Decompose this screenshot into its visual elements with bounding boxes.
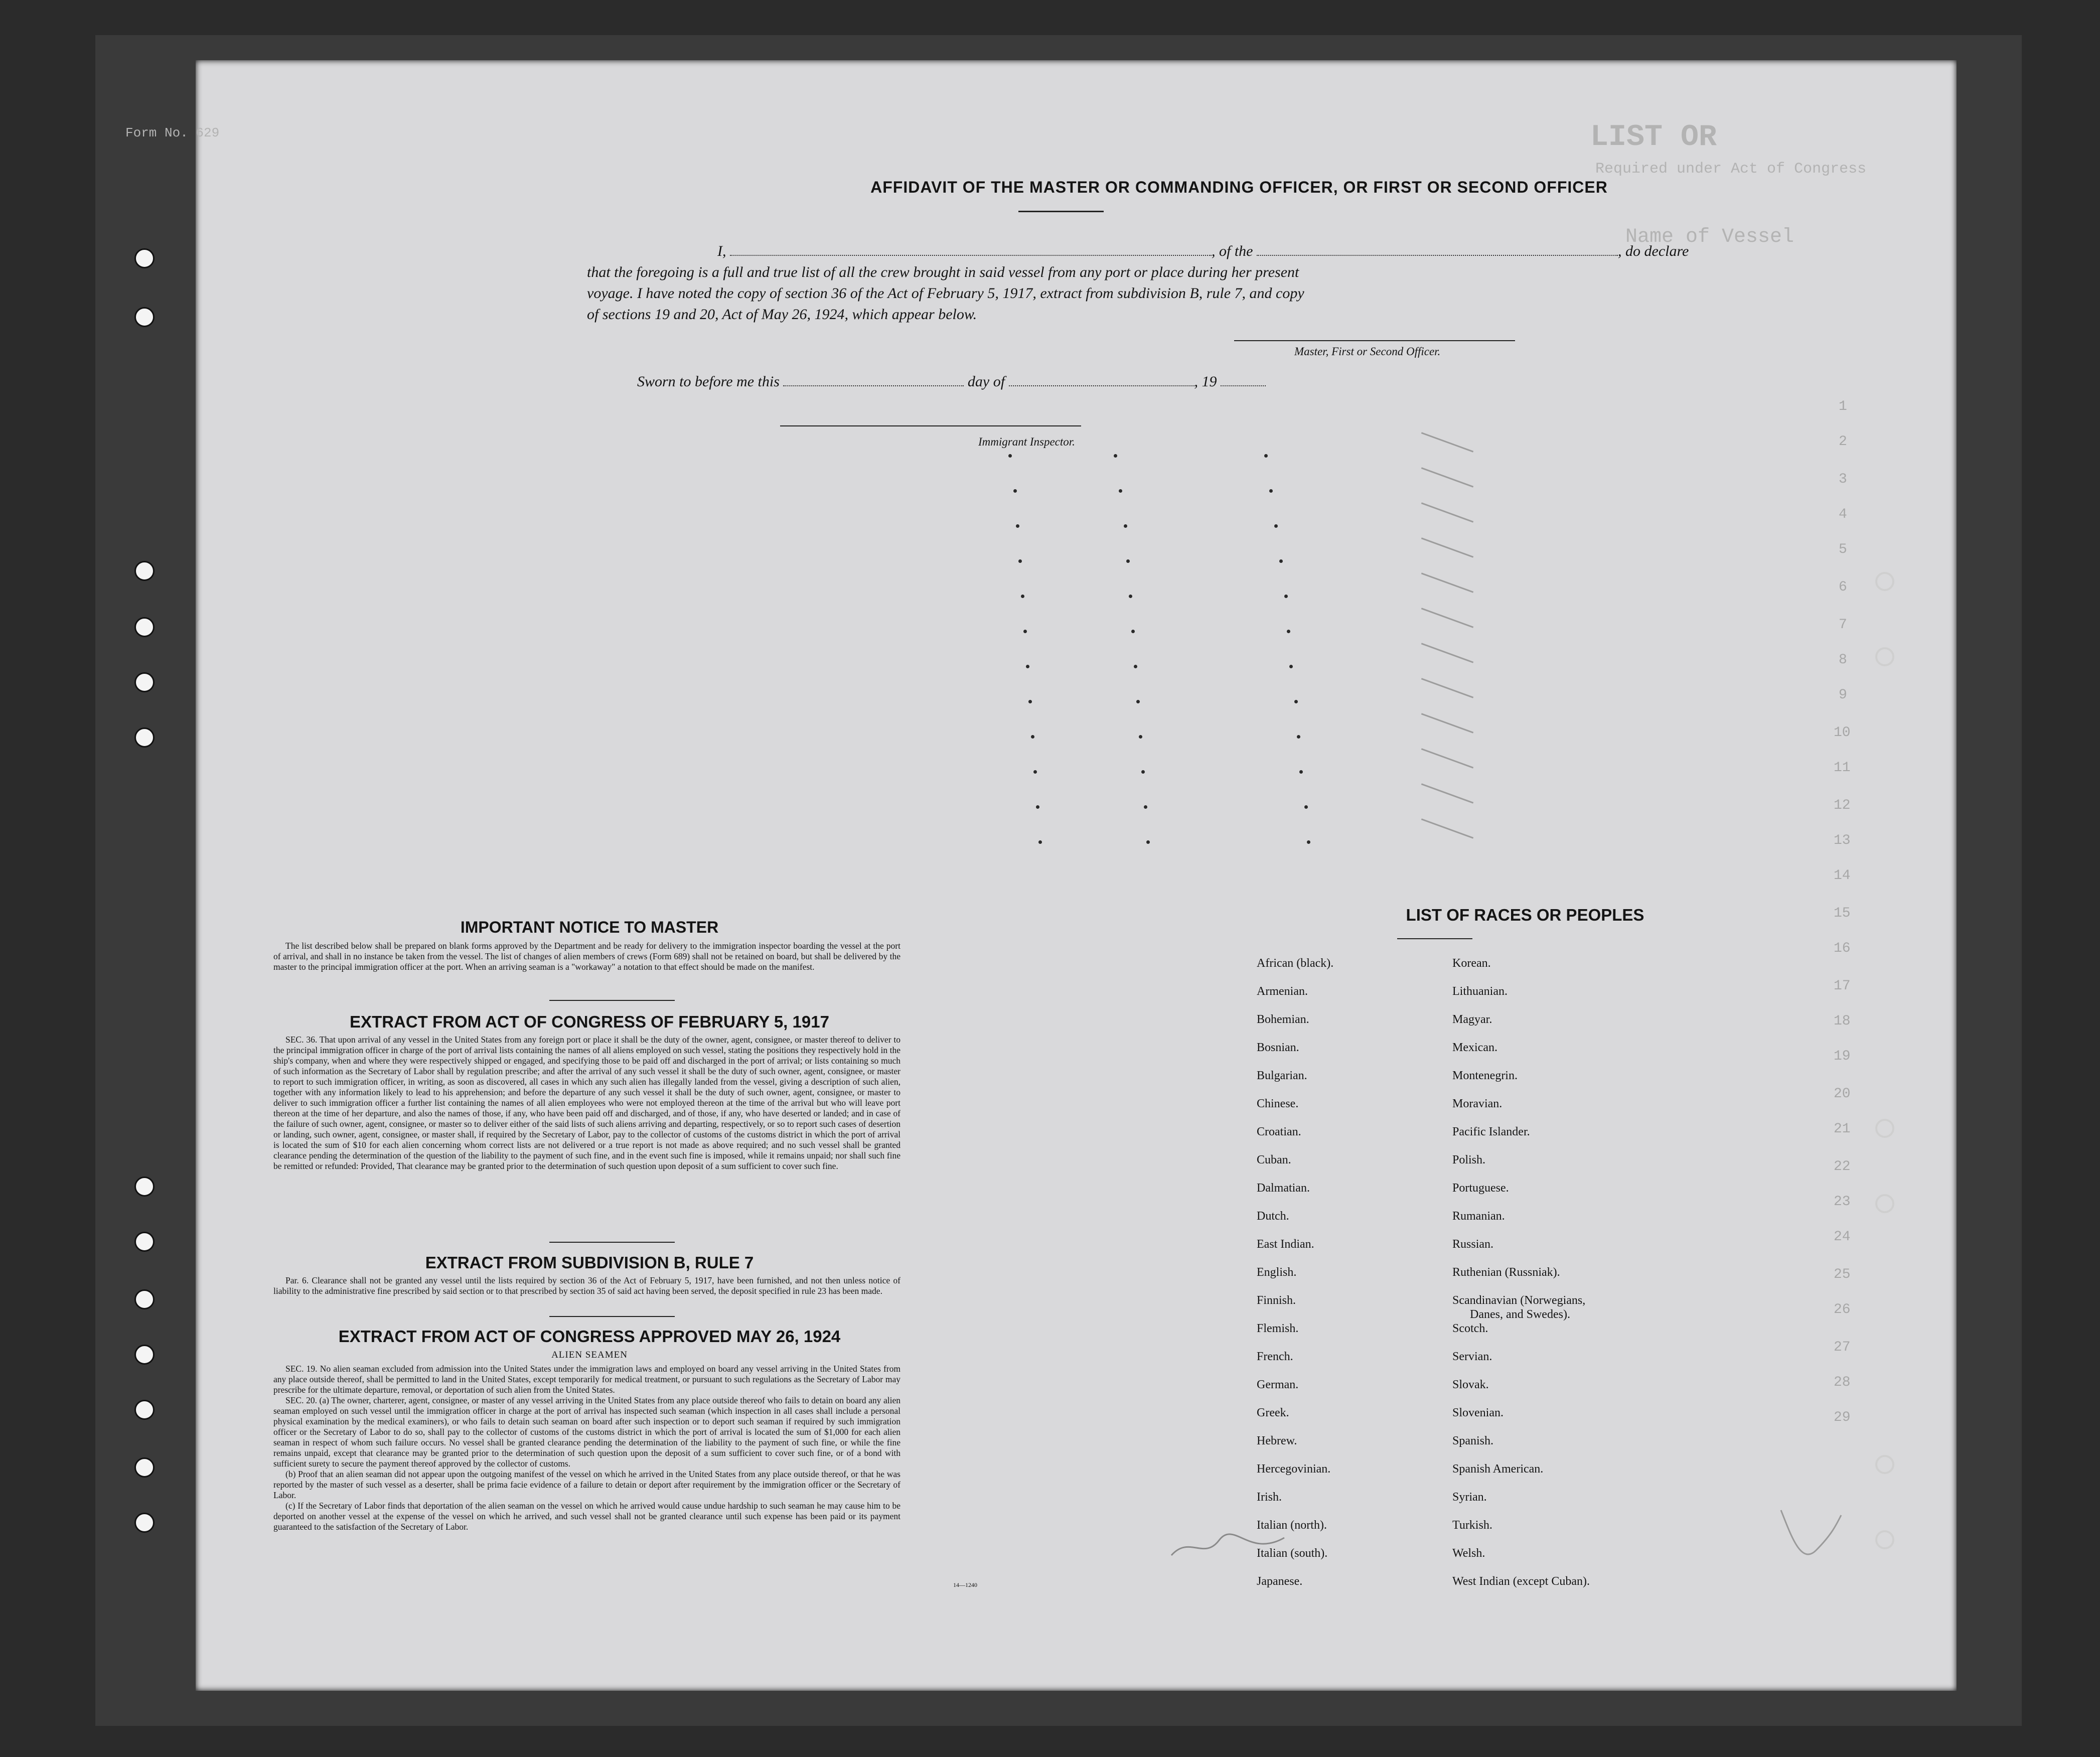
race-item: Dutch. <box>1257 1210 1289 1223</box>
race-item: Polish. <box>1452 1153 1486 1166</box>
race-item: Cuban. <box>1257 1153 1291 1166</box>
section-divider <box>549 1316 675 1317</box>
binder-hole <box>134 727 155 748</box>
declaration-text: of sections 19 and 20, Act of May 26, 1924, which appear below. <box>587 306 977 323</box>
binder-hole <box>134 1457 155 1478</box>
race-item: African (black). <box>1257 957 1334 970</box>
master-signature-line[interactable] <box>1234 340 1515 341</box>
race-item: Italian (north). <box>1257 1519 1327 1532</box>
race-item: Bosnian. <box>1257 1041 1299 1054</box>
binder-hole <box>134 1177 155 1197</box>
declaration-line: I, , of the , do declare <box>717 243 1689 259</box>
race-item: Croatian. <box>1257 1125 1301 1138</box>
extract-1917-body: SEC. 36. That upon arrival of any vessel in the United States from any foreign port or place it shall be the duty of the owner, agent, consignee, or master thereof to deliver to the principal immigration officer in charge of the port of arrival lists containing the names of all aliens employed on such vessel, stating the positions they respectively hold in the ship's company, when and where they were respectively shipped or engaged, and specifying those to be paid off and discharged in the port of arrival; or lists containing so much of such information as the Secretary of Labor shall by regulation prescribe; and after the arrival of any such vessel it shall be the duty of such owner, agent, consignee, or master to report to such immigration officer, in writing, as soon as discovered, all cases in which any such alien has illegally landed from the vessel, giving a description of such alien, together with any information likely to lead to his apprehension; and before the departure of any such vessel it shall be the duty of such owner, agent, consignee, or master to deliver to such immigration officer a further list containing the names of all alien employees who were not employed thereon at the time of the arrival but who will leave port thereon at the time of her departure, and also the names of those, if any, who have been paid off and discharged, and of those, if any, who have deserted or landed; and in case of the failure of such owner, agent, consignee, or master so to deliver either of the said lists of such aliens arriving and departing, respectively, or so to report such cases of desertion or landing, such owner, agent, consignee, or master shall, if required by the Secretary of Labor, pay to the collector of customs of the customs district in which the port of arrival is located the sum of $10 for each alien concerning whom correct lists are not delivered or a true report is not made as above required; and no such vessel shall be granted clearance pending the determination of the question of the liability to the payment of such fine, and in the event such fine is imposed, while it remains unpaid; nor shall such fine be remitted or refunded: Provided, That clearance may be granted prior to the determination of such question upon deposit of a sum sufficient to cover such fine. <box>273 1035 901 1171</box>
races-divider <box>1397 938 1472 939</box>
race-item: English. <box>1257 1266 1297 1279</box>
binder-hole <box>134 1345 155 1365</box>
declaration-text: that the foregoing is a full and true list of all the crew brought in said vessel from any port or place during her present <box>587 264 1299 280</box>
race-item: Russian. <box>1452 1238 1494 1251</box>
race-item: Spanish American. <box>1452 1462 1544 1476</box>
form-sheet: LIST OR Required under Act of Congress Name of Vessel Form No. 629 1 2 3 4 5 6 7 8 9 10 11 12 13 14 15 16 17 18 19 20 21 22 23 24 25 26 27 28 29 AFFIDAVIT OF THE MASTER OR COMMANDING OFFICER, OR FIRST OR SECOND OFFICER I, , of the , do declare that the foregoing is a full and true list of all the crew brought in said vessel from any port or place during her present voyage. I have noted the copy of section 36 of the Act of February 5, 1917, extract from subdivision B, rule 7, and copy of sections 19 and 20, Act of May 26, 1924, which appear below. Master, First or Second Officer. Sworn to before me this day of , 19 Immigrant Inspector. IMPORTANT NOTICE TO MASTER The list described below shall be prepared on blank forms approved by the Department and be ready for delivery to the immigration inspector boarding the vessel at the port of arrival, and shall in no instance be taken from the vessel. The list of changes of alien members of crews (Form 689) shall not be retained on board, but shall be delivered by the master to the principal immigration officer at the port. When an arriving seaman is a "workaway" a notation to that effect should be made on the manifest. EXTRACT FROM ACT OF CONGRESS OF FEBRUARY 5, 1917 SEC. 36. That upon arrival of any vessel in the United States from any foreign port or place it shall be the duty of the owner, agent, consignee, or master thereof to deliver to the principal immigration officer in charge of the port of arrival lists containing the names of all aliens employed on such vessel, stating the positions they respectively hold in the ship's company, when and where they were respectively shipped or engaged, and specifying those to be paid off and discharged in the port of arrival; or lists containing so much of such information as the Secretary of Labor shall by regulation prescribe; and after the arrival of any such vessel it shall be the duty of such owner, agent, consignee, or master to report to such immigration officer, in writing, as soon as discovered, all cases in which any such alien has illegally landed from the vessel, giving a description of such alien, together with any information likely to lead to his apprehension; and before the departure of any such vessel it shall be the duty of such owner, agent, consignee, or master to deliver to such immigration officer a further list containing the names of all alien employees who were not employed thereon at the time of the arrival but who will leave port thereon at the time of her departure, and also the names of those, if any, who have been paid off and discharged, and of those, if any, who have deserted or landed; and in case of the failure of such owner, agent, consignee, or master so to deliver either of the said lists of such aliens arriving and departing, respectively, or so to report such cases of desertion or landing, such owner, agent, consignee, or master shall, if required by the Secretary of Labor, pay to the collector of customs of the customs district in which the port of arrival is located the sum of $10 for each alien concerning whom correct lists are not delivered or a true report is not made as above required; and no such vessel shall be granted clearance pending the determination of the question of the liability to the payment of such fine, and in the event such fine is imposed, while it remains unpaid; nor shall such fine be remitted or refunded: Provided, That clearance may be granted prior to the determination of such question upon deposit of a sum sufficient to cover such fine. EXTRACT FROM SUBDIVISION B, RULE 7 Par. 6. Clearance shall not be granted any vessel until the lists required by section 36 of the Act of February 5, 1917, have been furnished, and not then unless notice of liability to the administrative fine prescribed by said section or to that prescribed by section 35 of said act having been served, the deposit specified in rule 23 has been made. EXTRACT FROM ACT OF CONGRESS APPROVED MAY 26, 1924 ALIEN SEAMEN SEC. 19. No alien seaman excluded from admission into the United States under the immigration laws and employed on board any vessel arriving in the United States from any place outside thereof, shall be permitted to land in the United States, except temporarily for medical treatment, or pursuant to such regulations as the Secretary of Labor may prescribe for the ultimate departure, removal, or deportation of such alien from the United States. SEC. 20. (a) The owner, charterer, agent, consignee, or master of any vessel arriving in the United States from any place outside thereof who fails to detain on board any alien seaman employed on such vessel until the immigration officer in charge at the port of arrival has inspected such seaman (which inspection in all cases shall include a personal physical examination by the medical examiners), or who fails to detain such seaman on board after such inspection or to deport such seaman if required by such immigration officer or the Secretary of Labor to do so, shall pay to the collector of customs of the customs district in which the port of arrival is located the sum of $1,000 for each alien seaman in respect of whom such failure occurs. No vessel shall be granted clearance pending the determination of the liability to the payment of such fine, or while the fine remains unpaid, except that clearance may be granted prior to the determination of such question upon the deposit of a sum sufficient to cover such fine, or of a bond with sufficient surety to secure the payment thereof approved by the collector of customs. (b) Proof that an alien seaman did not appear upon the outgoing manifest of the vessel on which he arrived in the United States from any place outside thereof, or that he was reported by the master of such vessel as a deserter, shall be prima facie evidence of a failure to detain or deport after requirement by the immigration officer or the Secretary of Labor. (c) If the Secretary of Labor finds that deportation of the alien seaman on the vessel on which he arrived would cause undue hardship to such seaman he may cause him to be deported on another vessel at the expense of the vessel on which he arrived, and such vessel shall not be granted clearance until such expense has been paid or its payment guaranteed to the satisfaction of the Secretary of Labor. 14—1240 LIST OF RACES OR PEOPLES African (black). Armenian. Bohemian. Bosnian. Bulgarian. Chinese. Croatian. Cuban. Dalmatian. Dutch. East Indian. English. Finnish. Flemish. French. German. Greek. Hebrew. Hercegovinian. Irish. Italian (north). Italian (south). Japanese. Korean. Lithuanian. Magyar. Mexican. Montenegrin. Moravian. Pacific Islander. Polish. Portuguese. Rumanian. Russian. Ruthenian (Russniak). Scandinavian (Norwegians, Danes, and Swedes). Scotch. Servian. Slovak. Slovenian. Spanish. Spanish American. Syrian. Turkish. Welsh. West Indian (except Cuban). <box>196 60 1957 1691</box>
race-item: Bohemian. <box>1257 1013 1309 1026</box>
race-item: Danes, and Swedes). <box>1470 1308 1570 1321</box>
race-item: Hebrew. <box>1257 1434 1297 1447</box>
alien-seamen-subtitle: ALIEN SEAMEN <box>551 1350 628 1360</box>
race-item: Rumanian. <box>1452 1210 1505 1223</box>
binder-hole <box>134 1513 155 1533</box>
race-item: Finnish. <box>1257 1294 1296 1307</box>
binder-ring-mark <box>1875 1530 1894 1549</box>
race-item: East Indian. <box>1257 1238 1314 1251</box>
form-number: 14—1240 <box>953 1581 977 1588</box>
race-item: French. <box>1257 1350 1293 1363</box>
pencil-scribble <box>1776 1505 1846 1570</box>
binder-ring-mark <box>1875 1455 1894 1474</box>
extract-1924-body: SEC. 19. No alien seaman excluded from admission into the United States under the immigration laws and employed on board any vessel arriving in the United States from any place outside thereof, shall be permitted to land in the United States, except temporarily for medical treatment, or pursuant to such regulations as the Secretary of Labor may prescribe for the ultimate departure, removal, or deportation of such alien from the United States. SEC. 20. (a) The owner, charterer, agent, consignee, or master of any vessel arriving in the United States from any place outside thereof who fails to detain on board any alien seaman employed on such vessel until the immigration officer in charge at the port of arrival has inspected such seaman (which inspection in all cases shall include a personal physical examination by the medical examiners), or who fails to detain such seaman on board after such inspection or to deport such seaman if required by such immigration officer or the Secretary of Labor to do so, shall pay to the collector of customs of the customs district in which the port of arrival is located the sum of $1,000 for each alien seaman in respect of whom such failure occurs. No vessel shall be granted clearance pending the determination of the liability to the payment of such fine, or while the fine remains unpaid, except that clearance may be granted prior to the determination of such question upon the deposit of a sum sufficient to cover such fine, or of a bond with sufficient surety to secure the payment thereof approved by the collector of customs. (b) Proof that an alien seaman did not appear upon the outgoing manifest of the vessel on which he arrived in the United States from any place outside thereof, or that he was reported by the master of such vessel as a deserter, shall be prima facie evidence of a failure to detain or deport after requirement by the immigration officer or the Secretary of Labor. (c) If the Secretary of Labor finds that deportation of the alien seaman on the vessel on which he arrived would cause undue hardship to such seaman he may cause him to be deported on another vessel at the expense of the vessel on which he arrived, and such vessel shall not be granted clearance until such expense has been paid or its payment guaranteed to the satisfaction of the Secretary of Labor. <box>273 1364 901 1532</box>
binder-hole <box>134 248 155 268</box>
race-item: Bulgarian. <box>1257 1069 1307 1082</box>
affidavit-statement <box>587 241 1741 325</box>
master-signature-label: Master, First or Second Officer. <box>1294 345 1441 358</box>
race-item: Turkish. <box>1452 1519 1492 1532</box>
race-item: Japanese. <box>1257 1575 1303 1588</box>
races-title: LIST OF RACES OR PEOPLES <box>1406 906 1644 924</box>
race-item: Slovenian. <box>1452 1406 1504 1419</box>
race-item: Greek. <box>1257 1406 1289 1419</box>
binder-hole <box>134 617 155 637</box>
vessel-name-field[interactable] <box>1257 255 1618 256</box>
section-divider <box>549 1242 675 1243</box>
sworn-line: Sworn to before me this day of , 19 <box>637 371 1540 392</box>
race-item: Moravian. <box>1452 1097 1503 1110</box>
race-item: Slovak. <box>1452 1378 1489 1391</box>
binder-hole <box>134 1232 155 1252</box>
binder-ring-mark <box>1875 1194 1894 1213</box>
sworn-month-field[interactable] <box>1009 385 1194 386</box>
title-rule <box>1018 211 1104 212</box>
binder-hole <box>134 307 155 327</box>
race-item: Hercegovinian. <box>1257 1462 1331 1476</box>
race-item: Scotch. <box>1452 1322 1488 1335</box>
race-item: Dalmatian. <box>1257 1182 1310 1195</box>
race-item: Portuguese. <box>1452 1182 1509 1195</box>
binder-hole <box>134 1400 155 1420</box>
affidavit-title: AFFIDAVIT OF THE MASTER OR COMMANDING OFFICER, OR FIRST OR SECOND OFFICER <box>870 178 1608 196</box>
declaration-text: voyage. I have noted the copy of section 36 of the Act of February 5, 1917, extract from subdivision B, rule 7, and copy <box>587 285 1304 302</box>
sworn-day-field[interactable] <box>783 385 964 386</box>
race-item: Irish. <box>1257 1491 1282 1504</box>
race-item: Ruthenian (Russniak). <box>1452 1266 1560 1279</box>
binder-ring-mark <box>1875 572 1894 591</box>
race-item: Servian. <box>1452 1350 1492 1363</box>
race-item: Magyar. <box>1452 1013 1492 1026</box>
race-item: German. <box>1257 1378 1299 1391</box>
inspector-signature-line[interactable] <box>780 425 1081 426</box>
race-item: Italian (south). <box>1257 1547 1328 1560</box>
race-item: Welsh. <box>1452 1547 1485 1560</box>
extract-1924-title: EXTRACT FROM ACT OF CONGRESS APPROVED MAY 26, 1924 <box>338 1327 841 1346</box>
officer-name-field[interactable] <box>730 255 1212 256</box>
section-divider <box>549 1000 675 1001</box>
race-item: Flemish. <box>1257 1322 1299 1335</box>
race-item: West Indian (except Cuban). <box>1452 1575 1590 1588</box>
binder-hole <box>134 561 155 581</box>
race-item: Korean. <box>1452 957 1491 970</box>
race-item: Syrian. <box>1452 1491 1487 1504</box>
binder-ring-mark <box>1875 647 1894 666</box>
race-item: Lithuanian. <box>1452 985 1508 998</box>
binder-ring-mark <box>1875 1119 1894 1138</box>
extract-1917-title: EXTRACT FROM ACT OF CONGRESS OF FEBRUARY 5, 1917 <box>350 1012 829 1031</box>
notice-body: The list described below shall be prepared on blank forms approved by the Department and be ready for delivery to the immigration inspector boarding the vessel at the port of arrival, and shall in no instance be taken from the vessel. The list of changes of alien members of crews (Form 689) shall not be retained on board, but shall be delivered by the master to the principal immigration officer at the port. When an arriving seaman is a "workaway" a notation to that effect should be made on the manifest. <box>273 941 901 972</box>
race-item: Pacific Islander. <box>1452 1125 1530 1138</box>
sworn-year-field[interactable] <box>1221 385 1266 386</box>
race-item: Spanish. <box>1452 1434 1494 1447</box>
subdivision-b-body: Par. 6. Clearance shall not be granted any vessel until the lists required by section 36 of the Act of February 5, 1917, have been furnished, and not then unless notice of liability to the administrative fine prescribed by said section or to that prescribed by section 35 of said act having been served, the deposit specified in rule 23 has been made. <box>273 1275 901 1296</box>
race-item: Montenegrin. <box>1452 1069 1518 1082</box>
binder-hole <box>134 672 155 692</box>
race-item: Scandinavian (Norwegians, <box>1452 1294 1586 1307</box>
subdivision-b-title: EXTRACT FROM SUBDIVISION B, RULE 7 <box>425 1253 754 1272</box>
race-item: Armenian. <box>1257 985 1308 998</box>
race-item: Mexican. <box>1452 1041 1497 1054</box>
race-item: Chinese. <box>1257 1097 1299 1110</box>
inspector-signature-label: Immigrant Inspector. <box>978 435 1075 448</box>
binder-hole <box>134 1289 155 1309</box>
notice-title: IMPORTANT NOTICE TO MASTER <box>460 918 719 936</box>
